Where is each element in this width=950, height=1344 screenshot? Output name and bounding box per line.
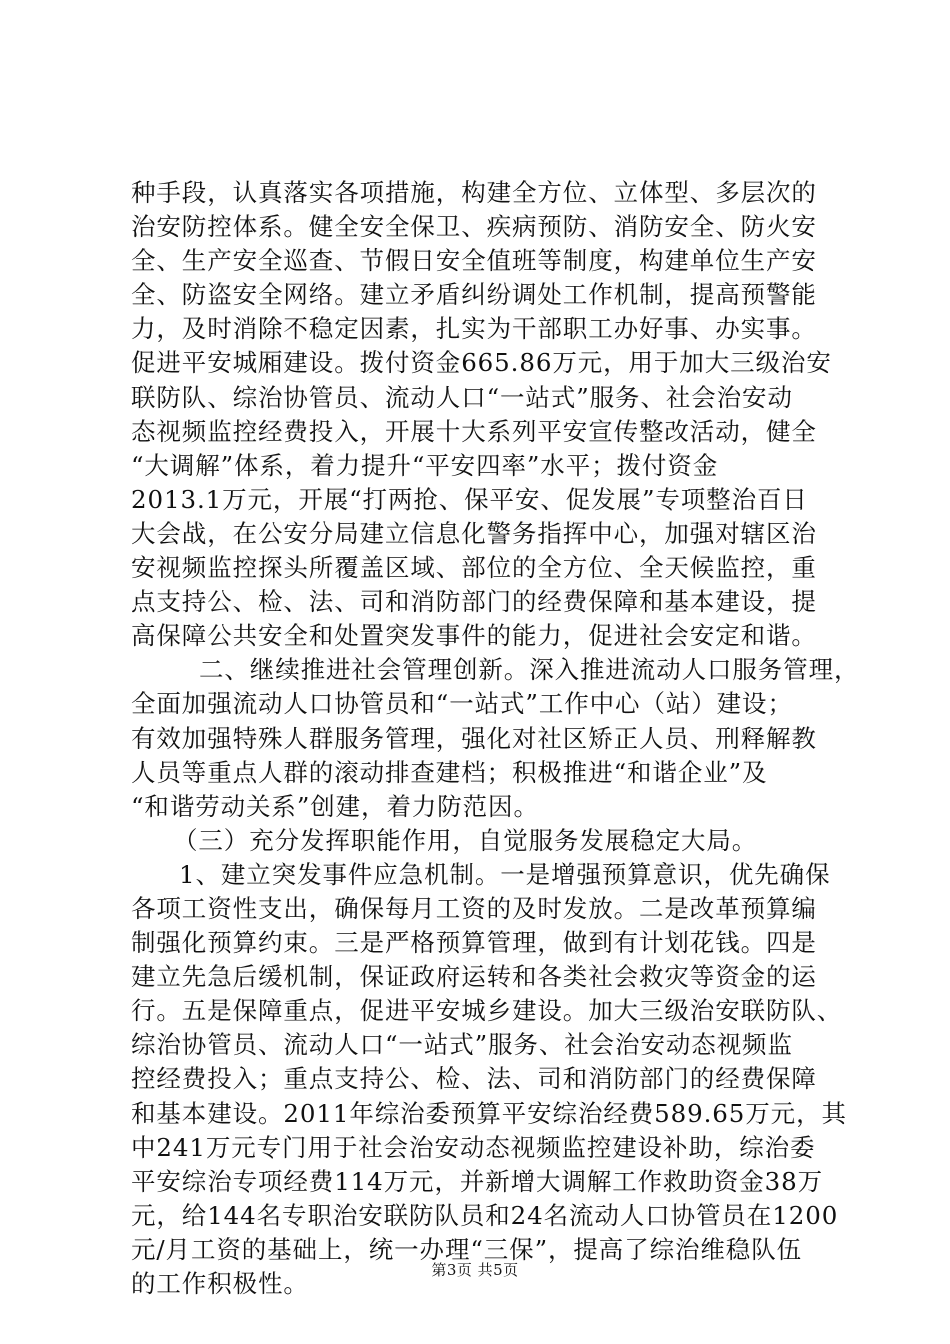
text-line: 种手段，认真落实各项措施，构建全方位、立体型、多层次的	[131, 178, 817, 207]
text-line: 有效加强特殊人群服务管理，强化对社区矫正人员、刑释解教	[131, 723, 817, 753]
paragraph-start-line: 1、建立突发事件应急机制。一是增强预算意识，优先确保	[179, 859, 831, 889]
paragraph-start-line: 二、继续推进社会管理创新。深入推进流动人口服务管理，	[199, 655, 860, 685]
document-body	[131, 176, 860, 1301]
text-line: 控经费投入；重点支持公、检、法、司和消防部门的经费保障	[131, 1064, 817, 1094]
text-line: “大调解”体系，着力提升“平安四率”水平；拨付资金	[131, 450, 719, 480]
text-line: 和基本建设。2011年综治委预算平安综治经费589.65万元，其	[131, 1098, 847, 1128]
text-line: 制强化预算约束。三是严格预算管理，做到有计划花钱。四是	[131, 928, 817, 958]
text-line: 的工作积极性。	[131, 1269, 309, 1298]
text-line: 高保障公共安全和处置突发事件的能力，促进社会安定和谐。	[131, 621, 817, 651]
text-line: 2013.1万元，开展“打两抢、保平安、促发展”专项整治百日	[131, 484, 808, 514]
text-line: 建立先急后缓机制，保证政府运转和各类社会救灾等资金的运	[131, 962, 817, 992]
text-line: “和谐劳动关系”创建，着力防范因。	[131, 791, 539, 821]
text-line: 元/月工资的基础上，统一办理“三保”，提高了综治维稳队伍	[131, 1234, 803, 1264]
text-line: 态视频监控经费投入，开展十大系列平安宣传整改活动，健全	[131, 416, 817, 446]
text-line: 点支持公、检、法、司和消防部门的经费保障和基本建设，提	[131, 587, 817, 617]
text-line: 大会战，在公安分局建立信息化警务指挥中心，加强对辖区治	[131, 518, 817, 548]
text-line: 元，给144名专职治安联防队员和24名流动人口协管员在1200	[131, 1200, 839, 1230]
text-line: 中241万元专门用于社会治安动态视频监控建设补助，综治委	[131, 1132, 816, 1162]
text-line: 全、生产安全巡查、节假日安全值班等制度，构建单位生产安	[131, 246, 817, 276]
text-line: 全、防盗安全网络。建立矛盾纠纷调处工作机制，提高预警能	[131, 280, 817, 310]
text-line: 联防队、综治协管员、流动人口“一站式”服务、社会治安动	[131, 382, 793, 412]
text-line: 治安防控体系。健全安全保卫、疾病预防、消防安全、防火安	[131, 212, 817, 242]
text-line: 力，及时消除不稳定因素，扎实为干部职工办好事、办实事。	[131, 314, 817, 344]
text-line: 平安综治专项经费114万元，并新增大调解工作救助资金38万	[131, 1166, 824, 1196]
page-number-footer: 第3页 共5页	[431, 1261, 519, 1279]
text-line: 人员等重点人群的滚动排查建档；积极推进“和谐企业”及	[131, 757, 768, 787]
text-line: 行。五是保障重点，促进平安城乡建设。加大三级治安联防队、	[131, 996, 843, 1026]
text-line: 促进平安城厢建设。拨付资金665.86万元，用于加大三级治安	[131, 348, 832, 378]
section-heading-line: （三）充分发挥职能作用，自觉服务发展稳定大局。	[173, 825, 758, 855]
text-line: 各项工资性支出，确保每月工资的及时发放。二是改革预算编	[131, 893, 817, 923]
text-line: 安视频监控探头所覆盖区域、部位的全方位、全天候监控，重	[131, 553, 817, 583]
text-line: 全面加强流动人口协管员和“一站式”工作中心（站）建设；	[131, 689, 793, 719]
text-line: 综治协管员、流动人口“一站式”服务、社会治安动态视频监	[131, 1030, 793, 1060]
